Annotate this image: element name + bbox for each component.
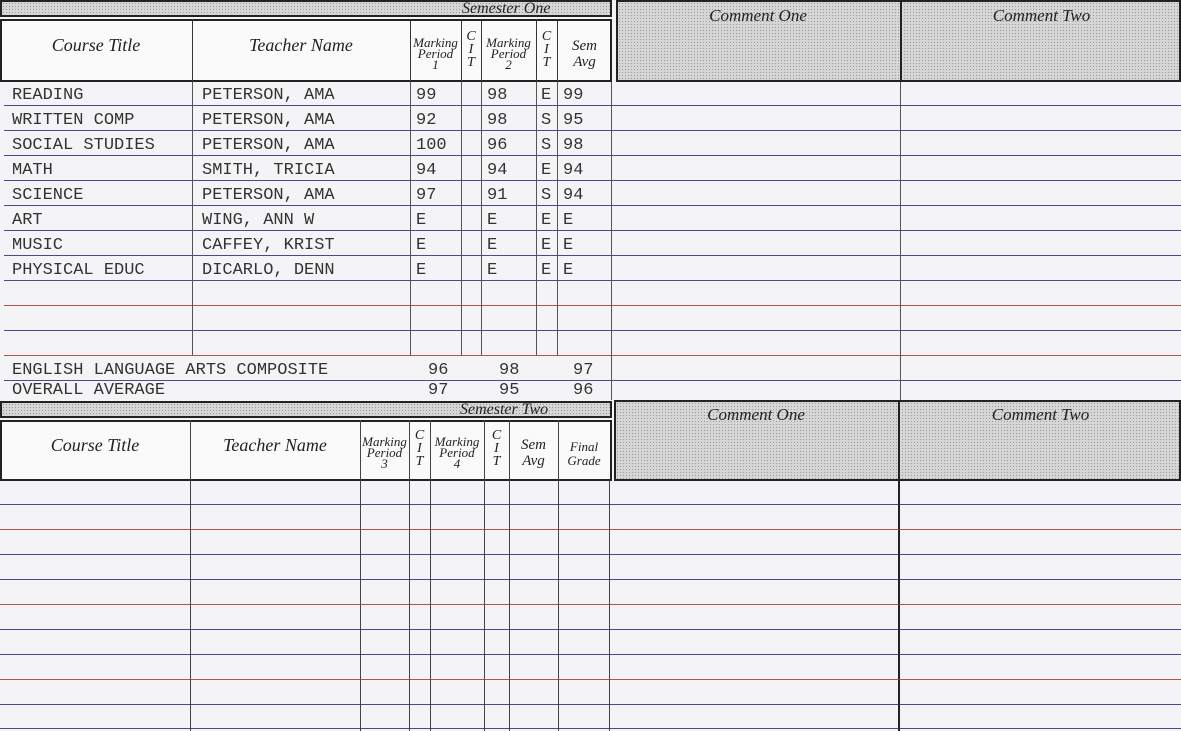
semester-two-title: Semester Two [460,401,549,418]
sem1-comment-one-label: Comment One [709,6,807,25]
header-cit-1: C I T [466,29,476,70]
header-final-grade: Final Grade [567,439,601,468]
header-marking-period-4: Marking Period 4 [434,434,480,471]
semester-one-title: Semester One [462,0,551,17]
header-teacher-name: Teacher Name [249,35,353,55]
sem2-comment-one-label: Comment One [707,405,805,424]
header-cit-3: C I T [414,428,425,469]
sem2-comment-two-label: Comment Two [991,405,1090,424]
header-marking-period-2: Marking Period 2 [486,35,531,72]
header-cit-2: C I T [541,29,552,70]
header-sem-avg: Sem Avg [572,38,597,70]
header-cit-4: C I T [491,428,502,469]
sem2-header-teacher-name: Teacher Name [223,435,327,455]
header-course-title: Course Title [51,35,141,55]
sem2-header-sem-avg: Sem Avg [521,437,546,469]
header-marking-period-1: Marking Period 1 [413,35,458,72]
header-marking-period-3: Marking Period 3 [362,434,407,471]
sem1-comment-two-label: Comment Two [992,6,1091,25]
sem2-header-course-title: Course Title [50,435,140,455]
